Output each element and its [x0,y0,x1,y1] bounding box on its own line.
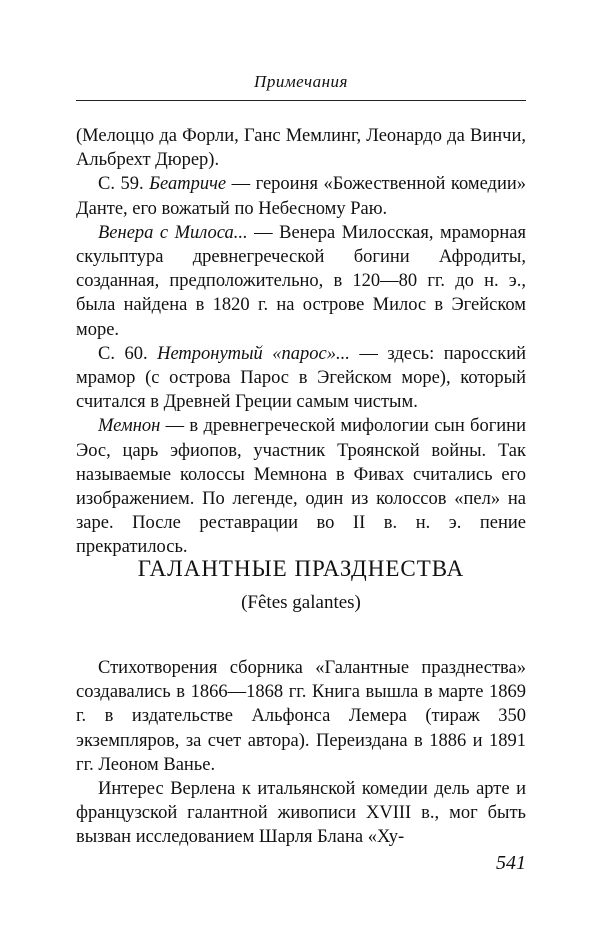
note-page-ref: С. 60. [98,343,148,364]
note-paragraph [76,124,526,172]
note-text: (Мелоццо да Форли, Ганс Мемлинг, Леонардо да Винчи, Альбрехт Дюрер). [76,126,526,171]
note-text: — героиня «Божественной комедии» Данте, его вожатый по Небесному Раю. [76,174,527,219]
page-number: 541 [496,852,526,874]
section-subtitle: (Fêtes galantes) [241,592,361,613]
note-term: Венера с Милоса... [98,222,248,243]
note-term: Беатриче [149,174,227,195]
note-text: — здесь: паросский мрамор (с острова Парос в Эгейском море), который считался в Древней Греции самым чистым. [76,343,527,413]
note-text: — Венера Милосская, мраморная скульптура древнегреческой богини Афродиты, созданная, предположительно, в 120—80 гг. до н. э., была найдена в 1820 г. на острове Милос в Эгейском море. [76,222,527,340]
notes-section [76,124,526,560]
intro-paragraph: Стихотворения сборника «Галантные празднества» создавались в 1866—1868 гг. Книга вышла в марте 1869 г. в издательстве Альфонса Лемера (тираж 350 экземпляров, за счет автора). Переиздана в 1886 и 1891 гг. Леоном Ванье. [76,658,526,775]
intro-paragraph: Интерес Верлена к итальянской комедии дель арте и французской галантной живописи XVIII в., мог быть вызван исследованием Шарля Блана «Ху- [76,779,526,848]
section-title: ГАЛАНТНЫЕ ПРАЗДНЕСТВА [137,556,465,581]
note-term: Нетронутый «парос»... [157,343,350,364]
note-text: — в древнегреческой мифологии сын богини Эос, царь эфиопов, участник Троянской войны. Так называемые колоссы Мемнона в Фивах считались его изображением. По легенде, один из колоссов «пел» на заре. После реставрации во II в. н. э. пение прекратилось. [76,416,526,558]
note-paragraph [76,342,526,415]
note-page-ref: С. 59. [98,174,144,195]
running-head: Примечания [254,72,348,91]
header-rule [76,100,526,101]
note-paragraph [76,221,526,342]
intro-section [76,656,526,850]
note-paragraph [76,414,526,559]
note-paragraph [76,172,526,220]
note-term: Мемнон [98,416,161,437]
